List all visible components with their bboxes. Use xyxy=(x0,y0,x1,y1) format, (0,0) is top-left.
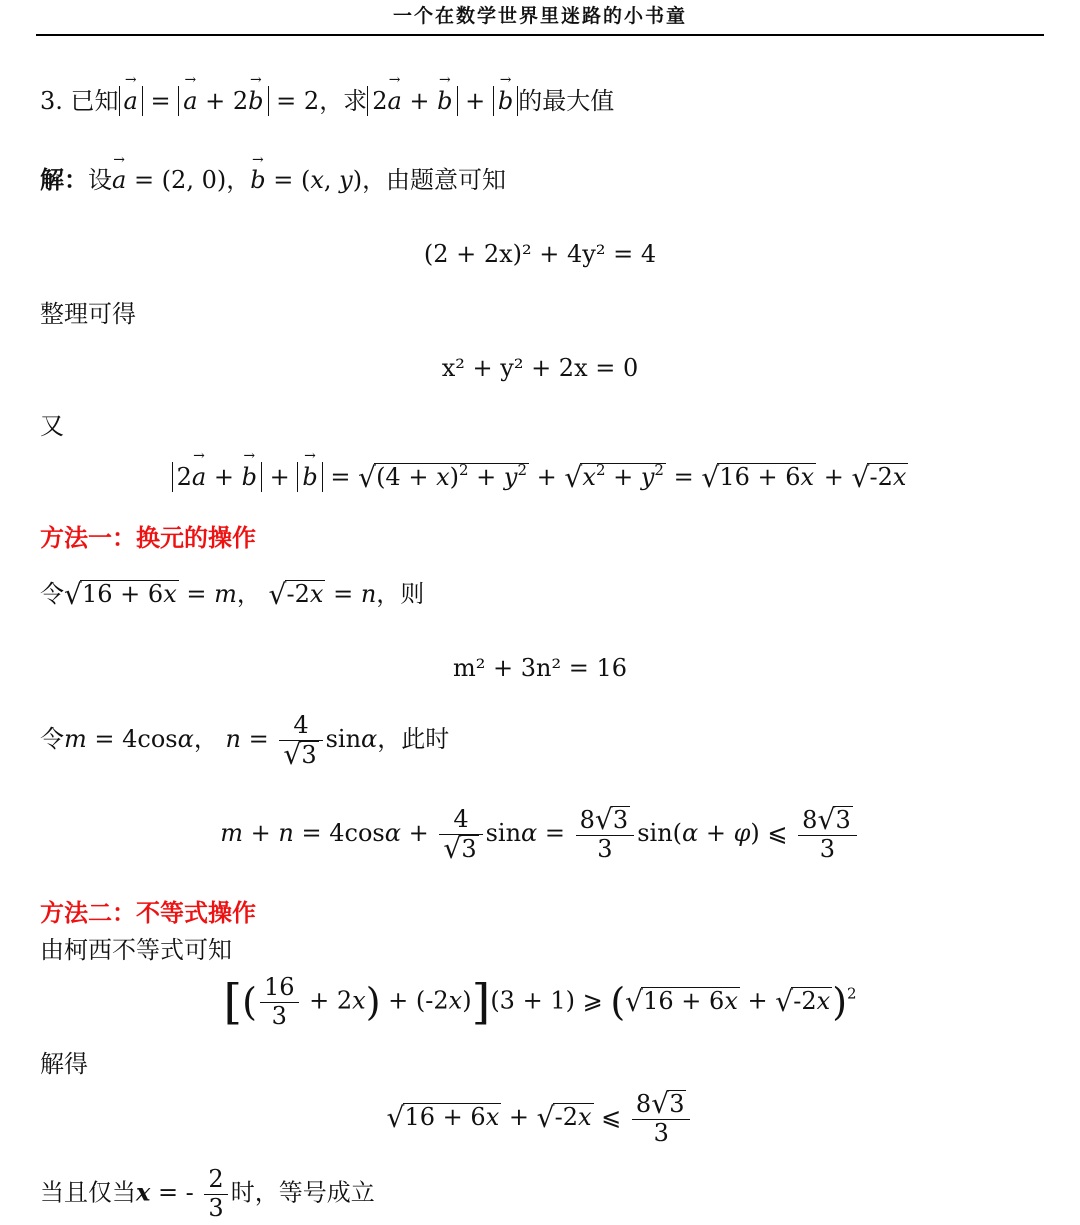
text-solve: 解得 xyxy=(40,1050,88,1078)
text-also: 又 xyxy=(40,412,64,440)
equation-5: m + n = 4cosα + 4 √ 3 sinα = $\frac{8√ 3}{3}$ sin(α + φ) ⩽ $\frac{8√ 3}{3}$ xyxy=(0,806,1080,863)
equation-6: [( $\frac{16}{3}$ + 2x) + (-2x)](3 + 1) ⩾ (√ 16 + 6x + √ -2x)$^2$ xyxy=(0,974,1080,1030)
solution-label: 解： xyxy=(40,165,88,194)
solution-text-known: ，由题意可知 xyxy=(362,166,507,194)
solution-intro: 解：设→ a = (2, 0)，→ b = (x, y)，由题意可知 xyxy=(40,166,506,195)
text-arrange: 整理可得 xyxy=(40,300,136,328)
problem-statement: 3. 已知→ a = → a + 2→ b = 2，求 2→ a + → b + → b 的最大值 xyxy=(40,86,614,116)
problem-mid: ，求 xyxy=(319,87,368,115)
final-text-equality: 时，等号成立 xyxy=(230,1178,375,1207)
abs-a-plus-2b: → a + 2→ b xyxy=(178,86,268,116)
m1-now: ，此时 xyxy=(377,725,450,754)
equation-3: 2→ a + → b + → b = √ $(4 + x)^2 + y^2$ + √ $x^2 + y^2$ = √ 16 + 6x + √ -2x xyxy=(0,462,1080,492)
problem-prefix: 3. 已知 xyxy=(40,87,119,115)
equation-4: m² + 3n² = 16 xyxy=(453,654,627,682)
m1-then: ，则 xyxy=(376,580,425,608)
equation-7: √ 16 + 6x + √ -2x ⩽ $\frac{8√ 3}{3}$ xyxy=(0,1090,1080,1147)
equation-1: (2 + 2x)² + 4y² = 4 xyxy=(423,240,657,268)
method-1-substitution: 令√ 16 + 6x = m， √ -2x = n，则 xyxy=(40,580,424,609)
abs-2a-plus-b: 2→ a + → b xyxy=(367,86,457,116)
method-1-title: 方法一：换元的操作 xyxy=(40,523,256,552)
header-title: 一个在数学世界里迷路的小书童 xyxy=(392,5,687,27)
final-text-when: 当且仅当 xyxy=(40,1178,136,1207)
m1-let2: 令 xyxy=(40,725,64,754)
abs-b: → b xyxy=(493,86,518,116)
method-2-text: 由柯西不等式可知 xyxy=(40,936,232,964)
equation-2: x² + y² + 2x = 0 xyxy=(441,354,639,382)
method-2-title: 方法二：不等式操作 xyxy=(40,898,256,927)
final-condition: 当且仅当x = - $\frac{2}{3}$ 时，等号成立 xyxy=(40,1165,375,1222)
abs-a: → a xyxy=(119,86,143,116)
solution-text-set: 设 xyxy=(88,166,112,194)
page-header xyxy=(36,0,1044,36)
problem-suffix: 的最大值 xyxy=(518,87,615,115)
m1-let: 令 xyxy=(40,580,64,608)
method-1-trig: 令m = 4cosα， n = 4 √ 3 sinα，此时 xyxy=(40,712,449,769)
